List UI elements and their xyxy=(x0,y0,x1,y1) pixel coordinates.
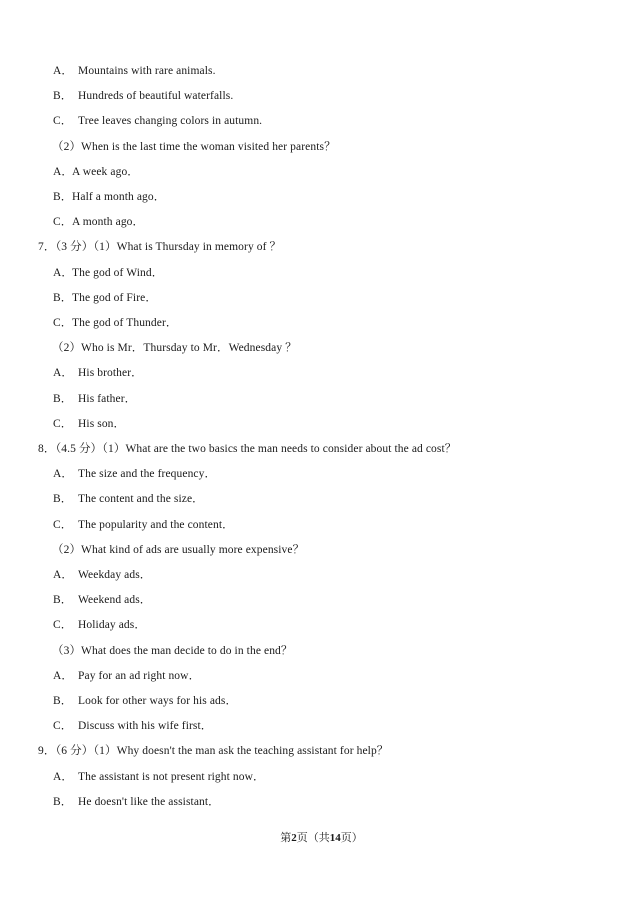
question-stem: 9．（6 分）（1）Why doesn't the man ask the teaching assistant for help？ xyxy=(38,745,389,758)
option-text: Tree leaves changing colors in autumn. xyxy=(78,115,263,128)
option-text: Weekday ads． xyxy=(78,569,152,581)
option-text: He doesn't like the assistant． xyxy=(78,795,220,808)
option-label: C． xyxy=(53,720,73,733)
answer-option xyxy=(53,694,237,708)
answer-option xyxy=(53,795,220,809)
answer-option xyxy=(53,492,204,506)
option-label: C． xyxy=(53,417,73,430)
option-text: Half a month ago． xyxy=(72,191,166,203)
option-text: Discuss with his wife first． xyxy=(78,720,213,733)
answer-option xyxy=(53,719,212,733)
answer-option xyxy=(53,770,265,784)
option-label: B． xyxy=(53,90,73,103)
option-text: The content and the size． xyxy=(78,493,204,506)
sub-question: （2）What kind of ads are usually more expensive？ xyxy=(52,543,305,556)
question-stem: 8．（4.5 分）（1）What are the two basics the man needs to consider about the ad cost？ xyxy=(38,443,457,455)
option-label: A． xyxy=(53,468,74,481)
option-label: B． xyxy=(53,392,73,405)
option-label: C． xyxy=(53,317,73,329)
option-text: The size and the frequency． xyxy=(78,468,217,481)
option-label: A． xyxy=(53,165,74,178)
option-text: Look for other ways for his ads． xyxy=(78,695,238,707)
answer-option xyxy=(53,114,262,128)
answer-option xyxy=(53,467,216,481)
footer-total-pages: 14 xyxy=(329,832,341,844)
option-text: Pay for an ad right now． xyxy=(78,669,201,682)
option-text: Hundreds of beautiful waterfalls. xyxy=(78,90,234,103)
answer-option xyxy=(53,165,139,179)
answer-option xyxy=(53,266,163,280)
option-label: B． xyxy=(53,191,73,203)
option-label: A． xyxy=(53,65,74,77)
option-text: The popularity and the content． xyxy=(78,518,234,531)
option-label: C． xyxy=(53,518,73,531)
answer-option xyxy=(53,366,143,380)
footer-prefix: 第 xyxy=(280,832,292,844)
option-label: C． xyxy=(53,619,73,632)
answer-option xyxy=(53,89,233,103)
sub-question: （2）When is the last time the woman visited her parents？ xyxy=(52,140,336,153)
footer-mid: 页（共 xyxy=(296,832,330,844)
option-text: The god of Thunder． xyxy=(72,317,178,329)
answer-option xyxy=(53,64,216,78)
page-footer xyxy=(0,831,643,845)
answer-option xyxy=(53,593,151,607)
option-label: A． xyxy=(53,669,74,682)
sub-question: （2）Who is Mr．Thursday to Mr．Wednesday ？ xyxy=(52,342,297,355)
answer-option xyxy=(53,215,144,229)
option-label: A． xyxy=(53,266,74,279)
option-text: A month ago． xyxy=(72,216,145,229)
option-text: Weekend ads． xyxy=(78,594,152,607)
option-label: C． xyxy=(53,115,73,128)
option-text: His brother． xyxy=(78,367,143,380)
option-text: A week ago． xyxy=(72,165,139,178)
answer-option xyxy=(53,669,200,683)
answer-option xyxy=(53,417,125,431)
footer-page-number: 2 xyxy=(291,832,297,844)
answer-option xyxy=(53,518,234,532)
answer-option xyxy=(53,618,146,632)
option-text: Mountains with rare animals. xyxy=(78,65,216,77)
answer-option xyxy=(53,316,177,330)
sub-question: （3）What does the man decide to do in the end？ xyxy=(52,644,293,657)
option-label: B． xyxy=(53,493,73,506)
option-label: B． xyxy=(53,795,73,808)
option-label: A． xyxy=(53,367,74,380)
answer-option xyxy=(53,291,157,305)
answer-option xyxy=(53,568,151,582)
answer-option xyxy=(53,190,165,204)
option-text: The god of Wind． xyxy=(72,266,164,279)
option-text: The god of Fire． xyxy=(72,291,157,304)
option-text: Holiday ads． xyxy=(78,619,146,632)
option-label: A． xyxy=(53,569,74,581)
answer-option xyxy=(53,392,136,406)
option-text: His son． xyxy=(78,417,126,430)
option-label: B． xyxy=(53,291,73,304)
option-label: C． xyxy=(53,216,73,229)
option-label: A． xyxy=(53,770,74,783)
option-text: His father． xyxy=(78,392,137,405)
option-label: B． xyxy=(53,695,73,707)
option-label: B． xyxy=(53,594,73,607)
footer-suffix: 页） xyxy=(340,832,363,844)
question-stem: 7．（3 分）（1）What is Thursday in memory of ？ xyxy=(38,241,282,254)
option-text: The assistant is not present right now． xyxy=(78,770,265,783)
